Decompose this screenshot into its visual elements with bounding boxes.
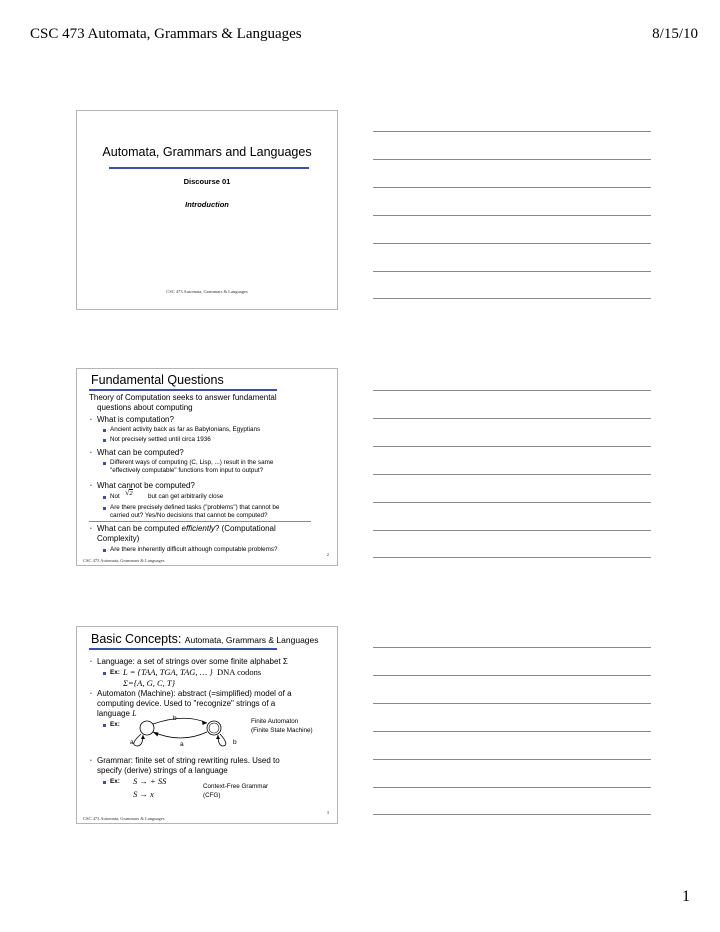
square-bullet-icon bbox=[103, 724, 106, 727]
question-4: What can be computed efficiently? (Computational bbox=[97, 524, 276, 533]
sqrt-symbol: √2 bbox=[125, 488, 133, 497]
automaton-definition-line3: language L bbox=[97, 709, 137, 718]
title-rule bbox=[109, 167, 309, 169]
slide-title: Automata, Grammars and Languages bbox=[102, 145, 312, 159]
note-line bbox=[373, 159, 651, 160]
note-line bbox=[373, 731, 651, 732]
question-4-line2: Complexity) bbox=[97, 534, 140, 543]
question-2: What can be computed? bbox=[97, 448, 184, 457]
note-line bbox=[373, 418, 651, 419]
square-bullet-icon bbox=[103, 672, 106, 675]
title-rule bbox=[89, 389, 277, 391]
slide-footer: CSC 473 Automata, Grammars & Languages bbox=[83, 558, 165, 563]
question-3-detail-a: but can get arbitrarily close bbox=[148, 493, 224, 500]
note-line bbox=[373, 215, 651, 216]
edge-label-b-loop: b bbox=[233, 739, 237, 746]
slide-number: 2 bbox=[326, 552, 329, 557]
square-bullet-icon bbox=[103, 496, 106, 499]
note-line bbox=[373, 131, 651, 132]
divider bbox=[89, 521, 311, 522]
grammar-definition-line1: Grammar: finite set of string rewriting rules. Used to bbox=[97, 756, 280, 765]
language-example: L = {TAA, TGA, TAG, … } bbox=[123, 667, 213, 677]
state-start bbox=[140, 721, 154, 735]
self-loop-b bbox=[218, 734, 226, 746]
arrowhead-icon bbox=[216, 735, 220, 739]
alphabet-definition: Σ={A, G, C, T} bbox=[123, 678, 176, 688]
note-line bbox=[373, 530, 651, 531]
intro-text-line2: questions about computing bbox=[97, 403, 193, 412]
square-bullet-icon bbox=[103, 429, 106, 432]
note-line bbox=[373, 814, 651, 815]
page-header-date: 8/15/10 bbox=[652, 26, 698, 42]
note-line bbox=[373, 675, 651, 676]
slide-footer: CSC 473 Automata, Grammars & Languages bbox=[166, 289, 248, 294]
example-label: Ex: bbox=[110, 721, 120, 728]
page-number: 1 bbox=[682, 888, 690, 905]
slide-title: Basic Concepts: Automata, Grammars & Languages bbox=[91, 632, 319, 646]
slide-1 bbox=[76, 110, 338, 310]
edge-label-b: b bbox=[173, 715, 177, 722]
square-bullet-icon bbox=[103, 781, 106, 784]
title-rule bbox=[89, 648, 277, 650]
slide-3 bbox=[76, 626, 338, 824]
cfg-caption-line2: (CFG) bbox=[203, 792, 221, 799]
bullet-icon: • bbox=[90, 526, 92, 532]
square-bullet-icon bbox=[103, 439, 106, 442]
bullet-icon: • bbox=[90, 691, 92, 697]
slide-title-small: Automata, Grammars & Languages bbox=[184, 635, 319, 645]
automaton-definition-line1: Automaton (Machine): abstract (=simplified) model of a bbox=[97, 689, 292, 698]
note-line bbox=[373, 502, 651, 503]
note-line bbox=[373, 243, 651, 244]
edge-label-a-loop: a bbox=[130, 739, 134, 746]
note-line bbox=[373, 187, 651, 188]
note-line bbox=[373, 474, 651, 475]
square-bullet-icon bbox=[103, 549, 106, 552]
intro-text-line1: Theory of Computation seeks to answer fundamental bbox=[89, 393, 277, 402]
slide-subsubtitle: Introduction bbox=[185, 200, 229, 209]
question-1: What is computation? bbox=[97, 415, 174, 424]
note-line bbox=[373, 446, 651, 447]
question-1-detail-b: Not precisely settled until circa 1936 bbox=[110, 436, 211, 443]
fa-caption-line1: Finite Automaton bbox=[251, 718, 299, 725]
question-2-detail-line2: "effectively computable" functions from input to output? bbox=[110, 467, 264, 474]
square-bullet-icon bbox=[103, 462, 106, 465]
grammar-definition-line2: specify (derive) strings of a language bbox=[97, 766, 228, 775]
slide-title: Fundamental Questions bbox=[91, 373, 224, 387]
bullet-icon: • bbox=[90, 450, 92, 456]
bullet-icon: • bbox=[90, 417, 92, 423]
note-line bbox=[373, 787, 651, 788]
sqrt-radicand: 2 bbox=[129, 490, 133, 497]
slide-footer: CSC 473 Automata, Grammars & Languages bbox=[83, 816, 165, 821]
grammar-rule-1: S → + SS bbox=[133, 776, 167, 786]
emphasis-efficiently: efficiently bbox=[181, 524, 215, 533]
note-line bbox=[373, 759, 651, 760]
slide-2 bbox=[76, 368, 338, 566]
slide-number: 3 bbox=[326, 810, 329, 815]
cfg-caption-line1: Context-Free Grammar bbox=[203, 783, 269, 790]
bullet-icon: • bbox=[90, 659, 92, 665]
question-1-detail-a: Ancient activity back as far as Babylonians, Egyptians bbox=[110, 426, 261, 433]
automaton-definition-line2: computing device. Used to "recognize" strings of a bbox=[97, 699, 276, 708]
bullet-icon: • bbox=[90, 483, 92, 489]
page-header-title: CSC 473 Automata, Grammars & Languages bbox=[30, 26, 302, 42]
note-line bbox=[373, 298, 651, 299]
language-definition: Language: a set of strings over some finite alphabet Σ bbox=[97, 657, 288, 666]
language-symbol: L bbox=[132, 709, 137, 718]
language-example-note: DNA codons bbox=[217, 667, 262, 677]
transition-edge-a bbox=[153, 732, 207, 738]
note-line bbox=[373, 647, 651, 648]
finite-automaton-diagram bbox=[123, 713, 247, 751]
transition-edge-b bbox=[153, 718, 207, 724]
edge-label-a: a bbox=[180, 741, 184, 748]
arrowhead-icon bbox=[202, 721, 207, 726]
question-3-detail-b-line1: Are there precisely defined tasks ("problems") that cannot be bbox=[110, 504, 280, 511]
arrowhead-icon bbox=[153, 732, 159, 737]
question-3: What cannot be computed? bbox=[97, 481, 195, 490]
square-bullet-icon bbox=[103, 507, 106, 510]
grammar-rule-2: S → x bbox=[133, 789, 154, 799]
arrowhead-icon bbox=[141, 735, 145, 739]
question-3-detail-b-line2: carried out? Yes/No decisions that cannot be computed? bbox=[110, 512, 268, 519]
example-label: Ex: bbox=[110, 778, 120, 785]
question-2-detail-line1: Different ways of computing (C, Lisp, ...) result in the same bbox=[110, 459, 274, 466]
slide-subtitle: Discourse 01 bbox=[183, 177, 231, 186]
note-line bbox=[373, 703, 651, 704]
note-line bbox=[373, 271, 651, 272]
note-line bbox=[373, 390, 651, 391]
question-4-detail: Are there inherently difficult although computable problems? bbox=[110, 546, 278, 553]
self-loop-a bbox=[134, 734, 143, 746]
bullet-icon: • bbox=[90, 758, 92, 764]
note-line bbox=[373, 557, 651, 558]
question-3-not-label: Not bbox=[110, 493, 120, 500]
fa-caption-line2: (Finite State Machine) bbox=[251, 727, 313, 734]
example-label: Ex: bbox=[110, 669, 120, 676]
